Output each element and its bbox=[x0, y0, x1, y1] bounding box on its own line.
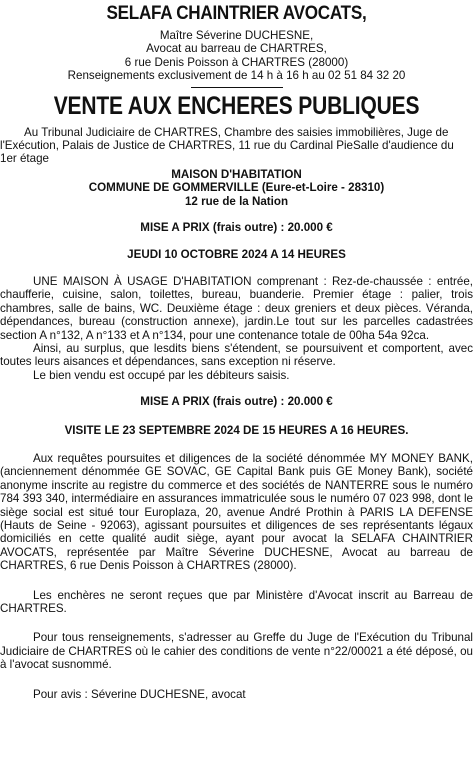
property-block bbox=[0, 168, 473, 208]
property-description: UNE MAISON À USAGE D'HABITATION comprenant : Rez-de-chaussée : entrée, chaufferie, cuisine, salon, toilettes, bureau, buanderie. Premier étage : palier, trois chambres, salle de bains, WC. Deuxième étage : deux greniers et deux pièces. Véranda, dépendances, bureau (construction annexe), jardin.Le tout sur les parcelles cadastrées section A n°132, A n°133 et A n°134, pour une contenance totale de 00ha 54a 92ca. bbox=[0, 274, 473, 342]
contact-hours-phone: Renseignements exclusivement de 14 h à 16 h au 02 51 84 32 20 bbox=[67, 69, 406, 83]
starting-price: MISE A PRIX (frais outre) : 20.000 € bbox=[140, 221, 333, 235]
firm-name: SELAFA CHAINTRIER AVOCATS, bbox=[106, 3, 367, 24]
property-address: 12 rue de la Nation bbox=[184, 194, 289, 208]
sale-title: VENTE AUX ENCHERES PUBLIQUES bbox=[53, 91, 420, 120]
property-commune: COMMUNE DE GOMMERVILLE (Eure-et-Loire - 28310) bbox=[88, 181, 385, 195]
visit-date: VISITE LE 23 SEPTEMBRE 2024 DE 15 HEURES A 16 HEURES. bbox=[64, 423, 409, 437]
signature-line: Pour avis : Séverine DUCHESNE, avocat bbox=[33, 687, 246, 701]
contact-address: 6 rue Denis Poisson à CHARTRES (28000) bbox=[124, 55, 349, 69]
plaintiff-paragraph: Aux requêtes poursuites et diligences de la société dénommée MY MONEY BANK, (anciennement dénommée GE SOVAC, GE Capital Bank puis GE Money Bank), société anonyme inscrite au registre du commerce et des sociétés de NANTERRE sous le numéro 784 393 340, intermédiaire en assurances immatriculée sous le numéro 07 023 998, dont le siège social est situé tour Europlaza, 20, avenue André Prothin à PARIS LA DEFENSE (Hauts de Seine - 92063), agissant poursuites et diligences de ses représentants légaux domiciliés en cette qualité audit siège, ayant pour avocat la SELAFA CHAINTRIER AVOCATS, représentée par Maître Séverine DUCHESNE, Avocat au barreau de CHARTRES, 6 rue Denis Poisson à CHARTRES (28000). bbox=[0, 451, 473, 573]
contact-block bbox=[0, 29, 473, 83]
property-type: MAISON D'HABITATION bbox=[171, 167, 302, 181]
bidding-rule: Les enchères ne seront reçues que par Ministère d'Avocat inscrit au Barreau de CHARTRES. bbox=[0, 588, 473, 615]
court-intro: Au Tribunal Judiciaire de CHARTRES, Chambre des saisies immobilières, Juge de l'Exécution, Palais de Justice de CHARTRES, 11 rue du Cardinal PieSalle d'audience du 1er étage bbox=[0, 125, 454, 166]
surplus-clause: Ainsi, au surplus, que lesdits biens s'étendent, se poursuivent et comportent, avec toutes leurs aisances et dépendances, sans exception ni réserve. bbox=[0, 341, 473, 369]
contact-bar: Avocat au barreau de CHARTRES, bbox=[146, 42, 327, 56]
contact-lawyer-name: Maître Séverine DUCHESNE, bbox=[159, 29, 314, 42]
starting-price-repeat: MISE A PRIX (frais outre) : 20.000 € bbox=[140, 395, 333, 409]
occupancy-note: Le bien vendu est occupé par les débiteurs saisis. bbox=[33, 368, 290, 382]
header-divider bbox=[191, 87, 283, 88]
information-paragraph: Pour tous renseignements, s'adresser au Greffe du Juge de l'Exécution du Tribunal Judiciaire de CHARTRES où le cahier des conditions de vente n°22/00021 a été déposé, ou à l'avocat susnommé. bbox=[0, 631, 473, 672]
auction-date: JEUDI 10 OCTOBRE 2024 A 14 HEURES bbox=[127, 248, 346, 262]
